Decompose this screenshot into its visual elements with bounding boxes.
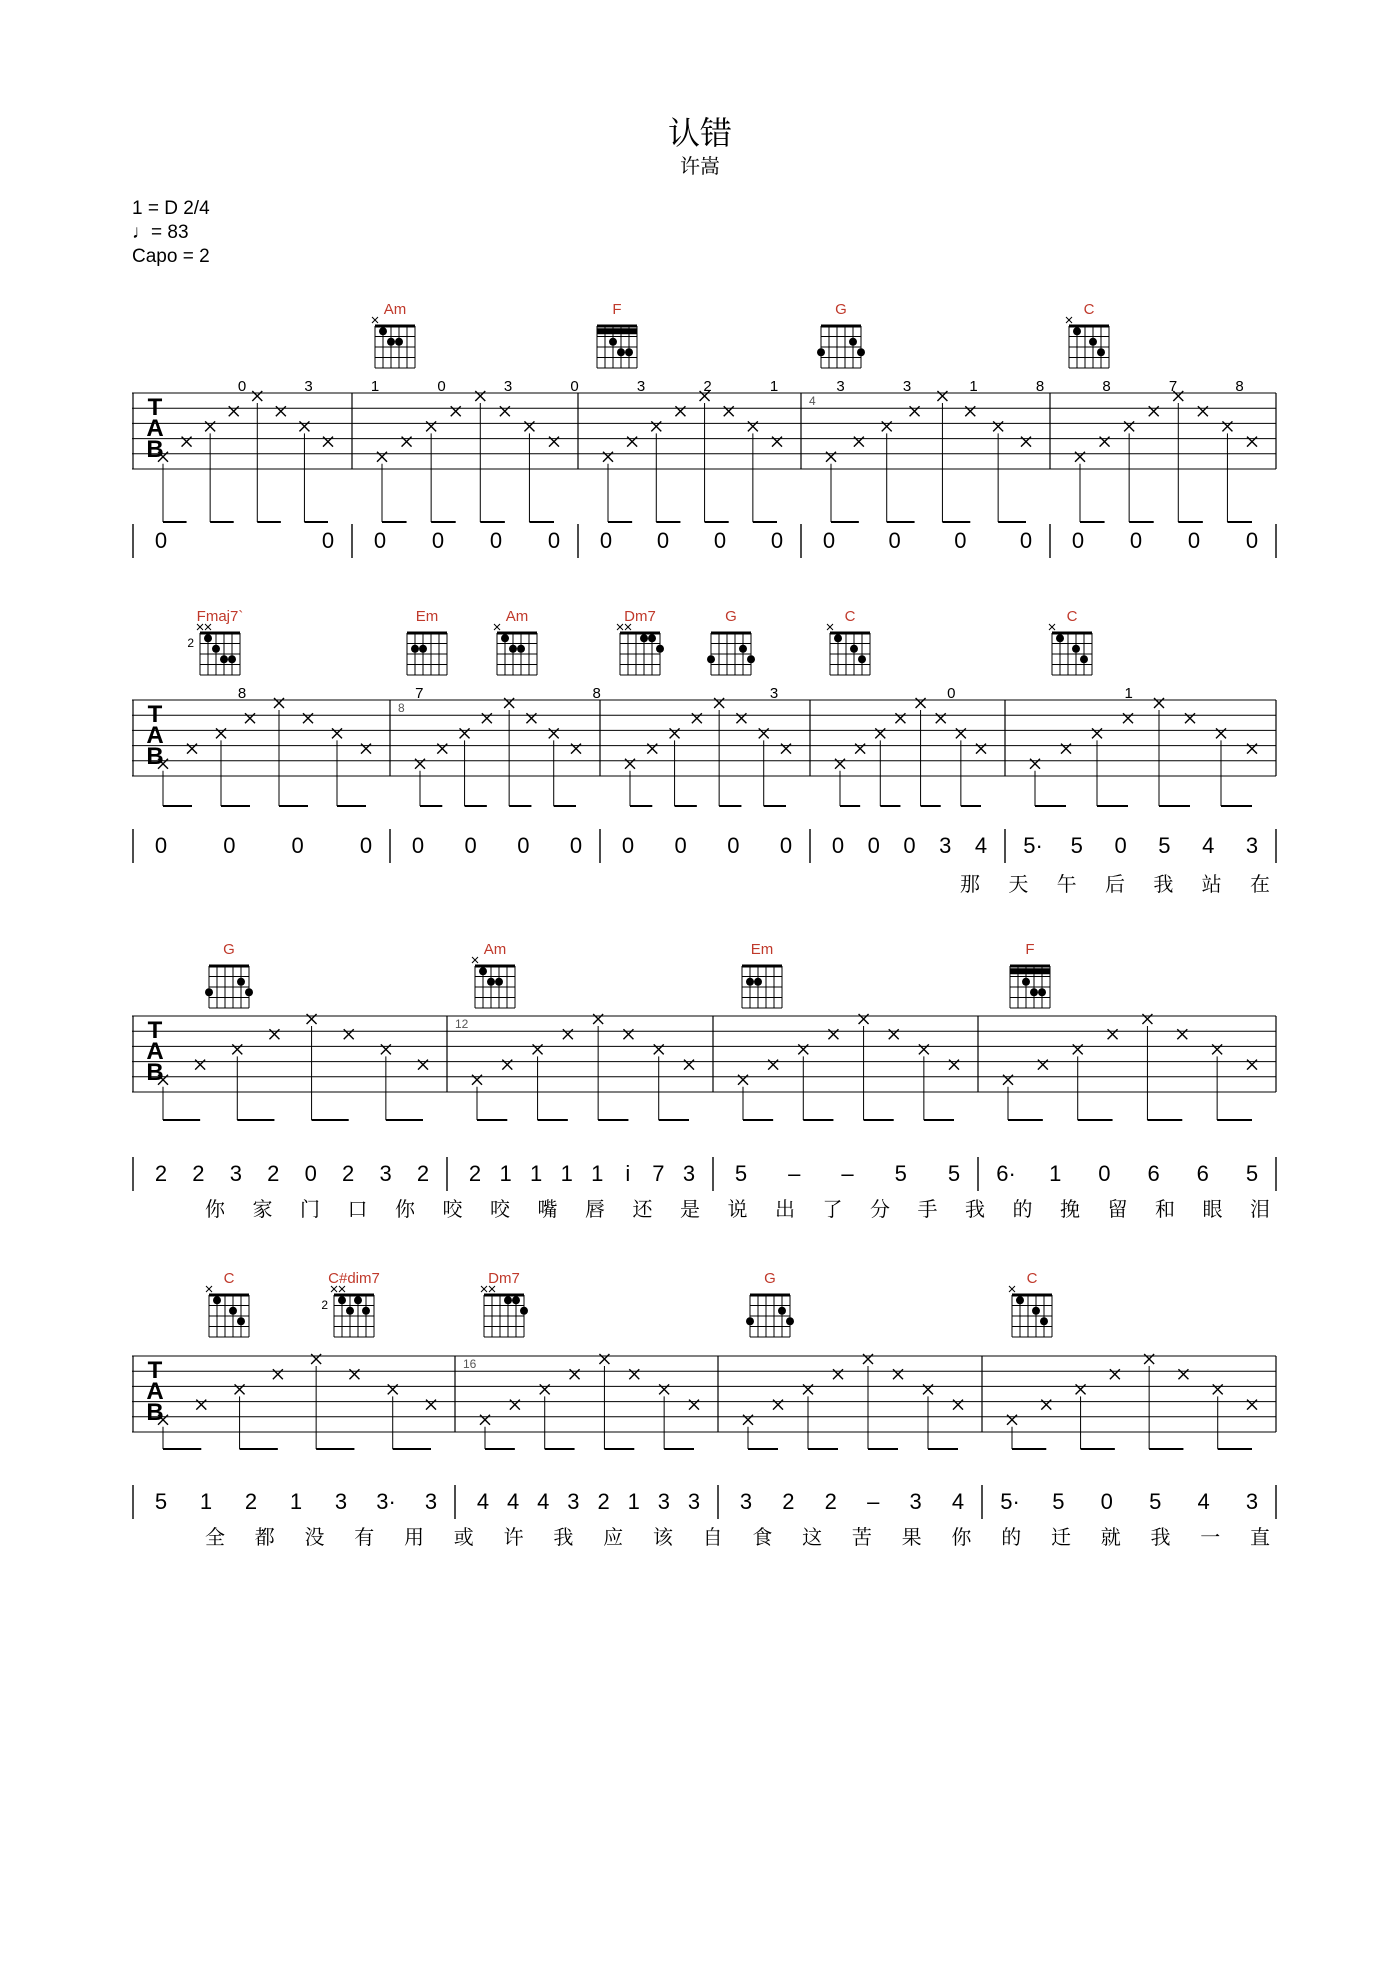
notation-note: 0 <box>1114 833 1127 858</box>
lyric-char: 眼 <box>1202 1197 1223 1221</box>
lyric-char: 的 <box>1012 1197 1033 1221</box>
notation-note: 6· <box>996 1161 1016 1186</box>
chord-dot <box>1097 348 1105 356</box>
lyric-char: 挽 <box>1060 1197 1080 1221</box>
lyric-char: 我 <box>553 1525 574 1549</box>
chord-dot <box>213 1296 221 1304</box>
chord-name: G <box>725 608 737 625</box>
notation-note: 1 <box>199 1489 213 1514</box>
notation-note: 0 <box>1019 528 1033 553</box>
notation-note: 4 <box>507 1489 520 1514</box>
chord-dot <box>1080 655 1088 663</box>
measure-number: 8 <box>398 701 405 715</box>
chord-diagram <box>617 624 664 675</box>
notation-note: 0 <box>154 528 168 553</box>
chord-diagram <box>707 633 755 675</box>
lyric-char: 天 <box>1008 872 1029 896</box>
lyric-char: 午 <box>1056 872 1077 896</box>
notation-note: 0 <box>517 833 530 858</box>
chord-diagram <box>1066 317 1109 368</box>
chord-name: G <box>223 941 235 958</box>
notation-note: 0 <box>674 833 687 858</box>
chord-dot <box>648 634 656 642</box>
chord-name: F <box>612 301 622 318</box>
notation-note: 1 <box>627 1489 640 1514</box>
lyric-char: 咬 <box>490 1197 510 1221</box>
notation-note: 4 <box>1202 833 1215 858</box>
lyric-char: 食 <box>752 1525 773 1549</box>
lyric-char: 迁 <box>1050 1525 1071 1549</box>
lyric-char: 有 <box>354 1525 375 1549</box>
chord-dot <box>495 978 503 986</box>
notation-note: 5 <box>154 1489 168 1514</box>
notation-note: 0 <box>411 833 425 858</box>
chord-diagram <box>205 966 253 1008</box>
lyric-char: 咬 <box>442 1197 463 1221</box>
notation-note: 0 <box>321 528 335 553</box>
lyric-char: 我 <box>1150 1525 1171 1549</box>
chord-name: Em <box>415 608 439 625</box>
chord-dot <box>1038 988 1046 996</box>
tab-fret-number: 8 <box>592 685 601 702</box>
lyric-char: 我 <box>1153 872 1174 896</box>
notation-note: 5 <box>1070 833 1083 858</box>
notation-note: 0 <box>547 528 561 553</box>
chord-dot <box>1040 1317 1048 1325</box>
chord-name: C <box>1083 301 1095 318</box>
notation-note: – <box>841 1161 854 1186</box>
tab-fret-number: 1 <box>1124 685 1133 702</box>
notation-note: 3· <box>376 1489 396 1514</box>
tab-fret-number: 3 <box>304 378 313 395</box>
notation-note: 2 <box>342 1161 355 1186</box>
chord-name: Am <box>505 608 529 625</box>
chord-dot <box>504 1296 512 1304</box>
chord-dot <box>517 645 525 653</box>
lyric-char: 门 <box>300 1197 320 1221</box>
chord-dot <box>512 1296 520 1304</box>
notation-note: 5· <box>1023 833 1043 858</box>
tab-fret-number: 3 <box>769 685 779 702</box>
notation-note: 2 <box>597 1489 610 1514</box>
capo: Capo = 2 <box>132 246 210 267</box>
tab-clef-letter: A <box>146 1378 164 1405</box>
lyric-char: 那 <box>960 872 980 896</box>
tab-fret-number: 7 <box>1168 378 1178 395</box>
tab-fret-number: 0 <box>947 685 956 702</box>
lyric-char: 嘴 <box>537 1197 558 1221</box>
chord-dot <box>746 978 754 986</box>
chord-name: Em <box>750 941 774 958</box>
chord-dot <box>387 338 395 346</box>
chord-dot <box>379 327 387 335</box>
notation-note: 0 <box>464 833 477 858</box>
song-title: 认错 <box>667 114 732 152</box>
chord-dot <box>1089 338 1097 346</box>
lyric-char: 该 <box>652 1525 673 1549</box>
tab-fret-number: 1 <box>969 378 978 395</box>
notation-note: 4 <box>476 1489 490 1514</box>
notation-note: 5 <box>1052 1489 1065 1514</box>
lyric-char: 说 <box>727 1197 748 1221</box>
chord-dot <box>419 645 427 653</box>
chord-dot <box>1032 1307 1040 1315</box>
lyric-char: 一 <box>1200 1525 1221 1549</box>
notation-note: 0 <box>822 528 836 553</box>
tab-clef-letter: A <box>146 722 164 749</box>
tab-clef-letter: B <box>146 1059 164 1086</box>
notation-note: 0 <box>1071 528 1085 553</box>
notation-note: 0 <box>489 528 503 553</box>
tab-fret-number: 0 <box>237 378 247 395</box>
lyric-char: 分 <box>870 1197 890 1221</box>
tab-row <box>132 700 1276 776</box>
notation-note: 0 <box>1098 1161 1111 1186</box>
chord-dot <box>346 1307 354 1315</box>
chord-dot <box>229 1307 237 1315</box>
notation-note: 0 <box>223 833 236 858</box>
chord-dot <box>609 338 617 346</box>
tab-fret-number: 0 <box>437 378 446 395</box>
chord-name: G <box>835 301 847 318</box>
notation-note: 2 <box>468 1161 482 1186</box>
chord-diagram <box>331 1286 374 1337</box>
tab-row <box>132 1356 1276 1432</box>
notation-note: 0 <box>888 528 901 553</box>
chord-name: C <box>1066 608 1078 625</box>
chord-name: C <box>844 608 856 625</box>
chord-dot <box>746 1317 754 1325</box>
chord-diagram <box>407 633 447 675</box>
notation-note: 0 <box>431 528 445 553</box>
chord-name: C <box>223 1270 235 1287</box>
chord-diagram <box>1049 624 1092 675</box>
chord-dot <box>354 1296 362 1304</box>
notation-note: i <box>625 1161 631 1186</box>
notation-note: 0 <box>903 833 916 858</box>
chord-diagram <box>481 1286 528 1337</box>
chord-dot <box>338 1296 346 1304</box>
chord-dot <box>520 1307 528 1315</box>
notation-note: 1 <box>289 1489 303 1514</box>
chord-dot <box>617 348 625 356</box>
tab-clef-letter: A <box>146 415 164 442</box>
chord-dot <box>1016 1296 1024 1304</box>
tab-clef-letter: B <box>146 743 164 770</box>
lyric-char: 泪 <box>1250 1197 1270 1221</box>
notation-note: 5 <box>1158 833 1171 858</box>
notation-note: 3 <box>739 1489 753 1514</box>
tab-clef-letter: T <box>147 1357 163 1384</box>
measure-number: 4 <box>809 394 816 408</box>
notation-note: 2 <box>192 1161 205 1186</box>
tab-fret-number: 2 <box>703 378 712 395</box>
notation-note: 2 <box>154 1161 168 1186</box>
notation-note: 0 <box>656 528 670 553</box>
chord-dot <box>817 348 825 356</box>
lyric-char: 留 <box>1107 1197 1128 1221</box>
chord-barre <box>1010 968 1050 974</box>
tab-row <box>132 393 1276 469</box>
lyric-char: 是 <box>680 1197 700 1221</box>
tab-fret-number: 7 <box>415 685 424 702</box>
notation-note: 5 <box>894 1161 907 1186</box>
tab-clef-letter: B <box>146 1399 164 1426</box>
chord-dot <box>778 1307 786 1315</box>
chord-dot <box>237 978 245 986</box>
notation-note: 0 <box>304 1161 317 1186</box>
lyric-char: 自 <box>702 1525 723 1549</box>
notation-note: 2 <box>244 1489 258 1514</box>
lyric-char: 或 <box>453 1525 474 1549</box>
notation-note: 0 <box>1100 1489 1113 1514</box>
lyric-char: 后 <box>1105 872 1125 896</box>
chord-dot <box>411 645 419 653</box>
notation-note: 0 <box>154 833 168 858</box>
notation-note: 0 <box>713 528 727 553</box>
chord-dot <box>1056 634 1064 642</box>
notation-note: 5· <box>1000 1489 1020 1514</box>
tab-fret-number: 8 <box>1235 378 1244 395</box>
notation-note: 2 <box>267 1161 280 1186</box>
notation-note: 3 <box>334 1489 348 1514</box>
lyric-char: 手 <box>917 1197 938 1221</box>
chord-name: G <box>764 1270 776 1287</box>
notation-note: 7 <box>652 1161 665 1186</box>
chord-diagram <box>197 624 240 675</box>
song-artist: 许嵩 <box>680 154 720 178</box>
notation-note: 0 <box>1245 528 1259 553</box>
notation-note: 3 <box>229 1161 242 1186</box>
chord-dot <box>850 645 858 653</box>
lyric-char: 我 <box>965 1197 985 1221</box>
notation-note: 4 <box>951 1489 965 1514</box>
lyric-char: 应 <box>603 1525 624 1549</box>
notation-note: 0 <box>291 833 304 858</box>
tab-fret-number: 3 <box>636 378 646 395</box>
chord-dot <box>395 338 403 346</box>
lyric-char: 你 <box>395 1197 415 1221</box>
notation-note: 4 <box>1197 1489 1210 1514</box>
lyric-char: 你 <box>951 1525 972 1549</box>
notation-note: 2 <box>782 1489 795 1514</box>
tab-clef-letter: T <box>147 701 163 728</box>
notation-note: 0 <box>727 833 740 858</box>
tab-fret-number: 1 <box>370 378 380 395</box>
chord-dot <box>858 655 866 663</box>
tempo: ♩= 83 <box>132 222 189 243</box>
notation-note: 3 <box>939 833 952 858</box>
tab-row <box>132 1016 1276 1092</box>
chord-dot <box>1072 645 1080 653</box>
notation-note: 0 <box>1187 528 1201 553</box>
notation-note: 5 <box>734 1161 748 1186</box>
tab-clef-letter: T <box>147 1017 163 1044</box>
notation-note: 3 <box>687 1489 701 1514</box>
lyric-char: 的 <box>1001 1525 1022 1549</box>
notation-note: 3 <box>682 1161 696 1186</box>
chord-dot <box>1022 978 1030 986</box>
chord-name: C#dim7 <box>328 1270 380 1287</box>
lyric-char: 家 <box>252 1197 273 1221</box>
chord-name: Fmaj7` <box>196 608 244 625</box>
notation-note: 0 <box>954 528 967 553</box>
chord-dot <box>509 645 517 653</box>
chord-diagram <box>1009 1286 1052 1337</box>
notation-note: 0 <box>373 528 387 553</box>
chord-dot <box>228 655 236 663</box>
lyric-char: 口 <box>347 1197 368 1221</box>
chord-dot <box>625 348 633 356</box>
notation-note: 1 <box>1049 1161 1062 1186</box>
chord-dot <box>849 338 857 346</box>
chord-dot <box>834 634 842 642</box>
chord-dot <box>501 634 509 642</box>
notation-note: 3 <box>909 1489 922 1514</box>
notation-note: 2 <box>824 1489 837 1514</box>
tab-clef-letter: A <box>146 1038 164 1065</box>
lyric-char: 这 <box>802 1525 823 1549</box>
notation-note: 0 <box>779 833 793 858</box>
notation-note: 3 <box>1245 833 1259 858</box>
chord-dot <box>1073 327 1081 335</box>
chord-name: Dm7 <box>488 1270 520 1287</box>
lyric-char: 在 <box>1250 872 1270 896</box>
notation-note: 3 <box>567 1489 580 1514</box>
chord-name: C <box>1026 1270 1038 1287</box>
chord-diagram <box>827 624 870 675</box>
tab-fret-number: 3 <box>902 378 912 395</box>
chord-diagram <box>372 317 415 368</box>
notation-note: 0 <box>867 833 880 858</box>
chord-diagram <box>742 966 782 1008</box>
notation-note: 3 <box>1245 1489 1259 1514</box>
chord-dot <box>205 988 213 996</box>
lyric-char: 还 <box>632 1197 653 1221</box>
chord-fret-number: 2 <box>187 636 194 650</box>
chord-diagram <box>746 1295 794 1337</box>
chord-dot <box>707 655 715 663</box>
chord-diagram <box>817 326 865 368</box>
notation-note: 4 <box>974 833 988 858</box>
chord-diagram <box>206 1286 249 1337</box>
notation-note: 0 <box>831 833 845 858</box>
notation-note: 1 <box>560 1161 573 1186</box>
lyric-char: 和 <box>1155 1197 1175 1221</box>
lyric-char: 都 <box>254 1525 275 1549</box>
lyric-char: 出 <box>775 1197 795 1221</box>
lyric-char: 许 <box>503 1525 524 1549</box>
chord-diagram <box>472 957 515 1008</box>
notation-note: – <box>867 1489 880 1514</box>
notation-note: 5 <box>1245 1161 1259 1186</box>
notation-note: 1 <box>530 1161 543 1186</box>
notation-note: 1 <box>591 1161 604 1186</box>
notation-note: – <box>788 1161 801 1186</box>
notation-note: 4 <box>537 1489 550 1514</box>
notation-note: 6 <box>1196 1161 1209 1186</box>
key-signature: 1 = D 2/4 <box>132 198 210 219</box>
chord-dot <box>754 978 762 986</box>
chord-name: F <box>1025 941 1035 958</box>
tab-fret-number: 8 <box>1035 378 1045 395</box>
notation-note: 6 <box>1147 1161 1160 1186</box>
chord-dot <box>212 645 220 653</box>
notation-note: 0 <box>621 833 635 858</box>
notation-note: 0 <box>569 833 583 858</box>
notation-note: 0 <box>599 528 613 553</box>
notation-note: 2 <box>416 1161 430 1186</box>
lyric-char: 你 <box>205 1197 225 1221</box>
chord-barre <box>597 328 637 334</box>
chord-dot <box>857 348 865 356</box>
tab-fret-number: 8 <box>1102 378 1111 395</box>
measure-number: 12 <box>455 1017 469 1031</box>
chord-dot <box>640 634 648 642</box>
notation-note: 0 <box>770 528 784 553</box>
lyric-char: 果 <box>901 1525 922 1549</box>
tab-clef-letter: T <box>147 394 163 421</box>
lyric-char: 了 <box>822 1197 843 1221</box>
chord-dot <box>220 655 228 663</box>
chord-name: Am <box>383 301 407 318</box>
lyric-char: 苦 <box>851 1525 872 1549</box>
notation-note: 5 <box>1149 1489 1162 1514</box>
lyric-char: 用 <box>404 1525 425 1549</box>
tab-fret-number: 0 <box>570 378 579 395</box>
tab-fret-number: 3 <box>503 378 513 395</box>
chord-name: Am <box>483 941 507 958</box>
chord-dot <box>786 1317 794 1325</box>
tab-fret-number: 1 <box>769 378 779 395</box>
lyric-char: 站 <box>1201 872 1222 896</box>
lyric-char: 就 <box>1100 1525 1121 1549</box>
notation-note: 5 <box>947 1161 961 1186</box>
chord-dot <box>237 1317 245 1325</box>
tab-clef-letter: B <box>146 436 164 463</box>
chord-name: Dm7 <box>624 608 656 625</box>
lyric-char: 全 <box>205 1525 225 1549</box>
chord-dot <box>1030 988 1038 996</box>
chord-dot <box>739 645 747 653</box>
lyric-char: 没 <box>304 1525 325 1549</box>
chord-diagram <box>597 326 637 368</box>
notation-note: 3 <box>424 1489 438 1514</box>
chord-dot <box>487 978 495 986</box>
notation-note: 0 <box>359 833 373 858</box>
measure-number: 16 <box>463 1357 477 1371</box>
chord-dot <box>747 655 755 663</box>
chord-fret-number: 2 <box>321 1298 328 1312</box>
notation-note: 3 <box>657 1489 670 1514</box>
lyric-char: 唇 <box>585 1197 605 1221</box>
chord-dot <box>204 634 212 642</box>
lyric-char: 直 <box>1250 1525 1270 1549</box>
chord-dot <box>362 1307 370 1315</box>
chord-dot <box>479 967 487 975</box>
tab-fret-number: 3 <box>836 378 845 395</box>
tab-fret-number: 8 <box>237 685 247 702</box>
notation-note: 1 <box>499 1161 512 1186</box>
notation-note: 0 <box>1129 528 1143 553</box>
chord-diagram <box>494 624 537 675</box>
notation-note: 3 <box>379 1161 392 1186</box>
chord-dot <box>656 645 664 653</box>
chord-diagram <box>1010 966 1050 1008</box>
chord-dot <box>245 988 253 996</box>
